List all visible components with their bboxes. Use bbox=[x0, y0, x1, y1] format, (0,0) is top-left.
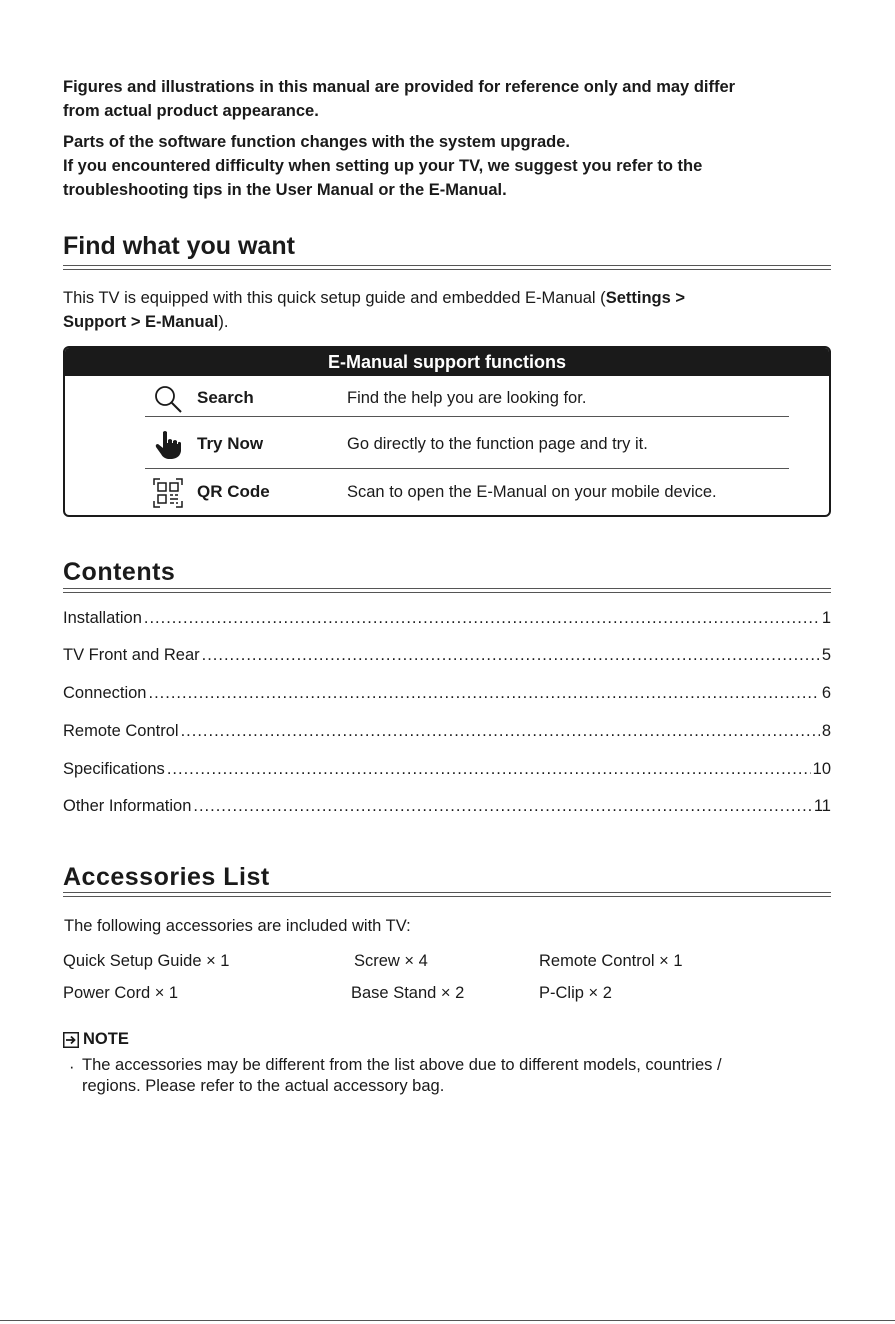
accessory-item: Remote Control × 1 bbox=[539, 952, 683, 970]
intro-line: If you encountered difficulty when setting up your TV, we suggest you refer to the bbox=[63, 157, 703, 175]
note-text bbox=[82, 1055, 822, 1097]
section-rule bbox=[63, 588, 831, 593]
emanual-box-header: E-Manual support functions bbox=[65, 348, 829, 376]
accessory-item: Power Cord × 1 bbox=[63, 984, 179, 1002]
emanual-row-qr-code bbox=[145, 470, 789, 516]
emanual-row-label: Search bbox=[197, 388, 254, 407]
find-text-bold: Settings > bbox=[605, 289, 685, 307]
toc-entry[interactable] bbox=[63, 646, 831, 668]
toc-page: 10 bbox=[812, 760, 831, 778]
note-arrow-icon bbox=[63, 1032, 79, 1048]
note-line: The accessories may be different from the list above due to different models, countries / bbox=[82, 1056, 722, 1074]
section-rule bbox=[63, 265, 831, 270]
toc-label: Connection bbox=[63, 684, 147, 702]
toc-label: Other Information bbox=[63, 797, 192, 815]
note-title: NOTE bbox=[83, 1030, 129, 1048]
toc-leader bbox=[181, 722, 820, 741]
intro-line: Figures and illustrations in this manual are provided for reference only and may differ bbox=[63, 78, 736, 96]
emanual-row-try-now bbox=[145, 422, 789, 468]
qr-code-icon bbox=[153, 478, 183, 508]
toc-leader bbox=[144, 609, 820, 628]
toc-entry[interactable] bbox=[63, 722, 831, 744]
toc-entry[interactable] bbox=[63, 797, 831, 819]
toc-entry[interactable] bbox=[63, 760, 831, 782]
accessory-item: Quick Setup Guide × 1 bbox=[63, 952, 230, 970]
accessory-item: P-Clip × 2 bbox=[539, 984, 612, 1002]
toc-entry[interactable] bbox=[63, 609, 831, 631]
find-text-bold: Support > E-Manual bbox=[63, 313, 219, 331]
toc-page: 6 bbox=[821, 684, 831, 702]
emanual-row-desc: Find the help you are looking for. bbox=[347, 389, 587, 407]
toc-leader bbox=[148, 684, 819, 703]
intro-notice bbox=[63, 75, 843, 202]
toc-entry[interactable] bbox=[63, 684, 831, 706]
accessories-section-title: Accessories List bbox=[63, 863, 270, 891]
magnifier-icon bbox=[153, 384, 183, 414]
toc-label: Remote Control bbox=[63, 722, 179, 740]
find-section-title: Find what you want bbox=[63, 232, 295, 260]
accessory-item: Screw × 4 bbox=[354, 952, 428, 970]
emanual-row-desc: Scan to open the E-Manual on your mobile device. bbox=[347, 483, 717, 501]
toc-label: TV Front and Rear bbox=[63, 646, 200, 664]
row-divider bbox=[145, 416, 789, 417]
toc-page: 8 bbox=[821, 722, 831, 740]
accessory-item: Base Stand × 2 bbox=[351, 984, 465, 1002]
note-heading bbox=[63, 1030, 129, 1049]
toc-leader bbox=[167, 760, 811, 779]
note-bullet: · bbox=[69, 1058, 75, 1076]
toc-label: Installation bbox=[63, 609, 142, 627]
accessories-intro: The following accessories are included with TV: bbox=[64, 917, 411, 935]
contents-section-title: Contents bbox=[63, 558, 176, 586]
toc-leader bbox=[193, 797, 811, 816]
find-text: This TV is equipped with this quick setup guide and embedded E-Manual ( bbox=[63, 289, 606, 307]
toc-page: 5 bbox=[821, 646, 831, 664]
section-rule bbox=[63, 892, 831, 897]
emanual-row-desc: Go directly to the function page and try it. bbox=[347, 435, 648, 453]
pointing-hand-icon bbox=[153, 430, 183, 460]
find-description bbox=[63, 286, 823, 334]
intro-line: from actual product appearance. bbox=[63, 102, 319, 120]
page-bottom-rule bbox=[0, 1320, 895, 1321]
toc-page: 1 bbox=[821, 609, 831, 627]
toc-page: 11 bbox=[813, 797, 831, 815]
intro-line: troubleshooting tips in the User Manual or the E-Manual. bbox=[63, 181, 507, 199]
intro-line: Parts of the software function changes with the system upgrade. bbox=[63, 133, 571, 151]
emanual-row-label: QR Code bbox=[197, 482, 270, 501]
note-line: regions. Please refer to the actual accessory bag. bbox=[82, 1077, 445, 1095]
row-divider bbox=[145, 468, 789, 469]
toc-leader bbox=[202, 646, 820, 665]
toc-label: Specifications bbox=[63, 760, 165, 778]
emanual-functions-box bbox=[63, 346, 831, 517]
find-text: ). bbox=[218, 313, 229, 331]
emanual-row-label: Try Now bbox=[197, 434, 264, 453]
